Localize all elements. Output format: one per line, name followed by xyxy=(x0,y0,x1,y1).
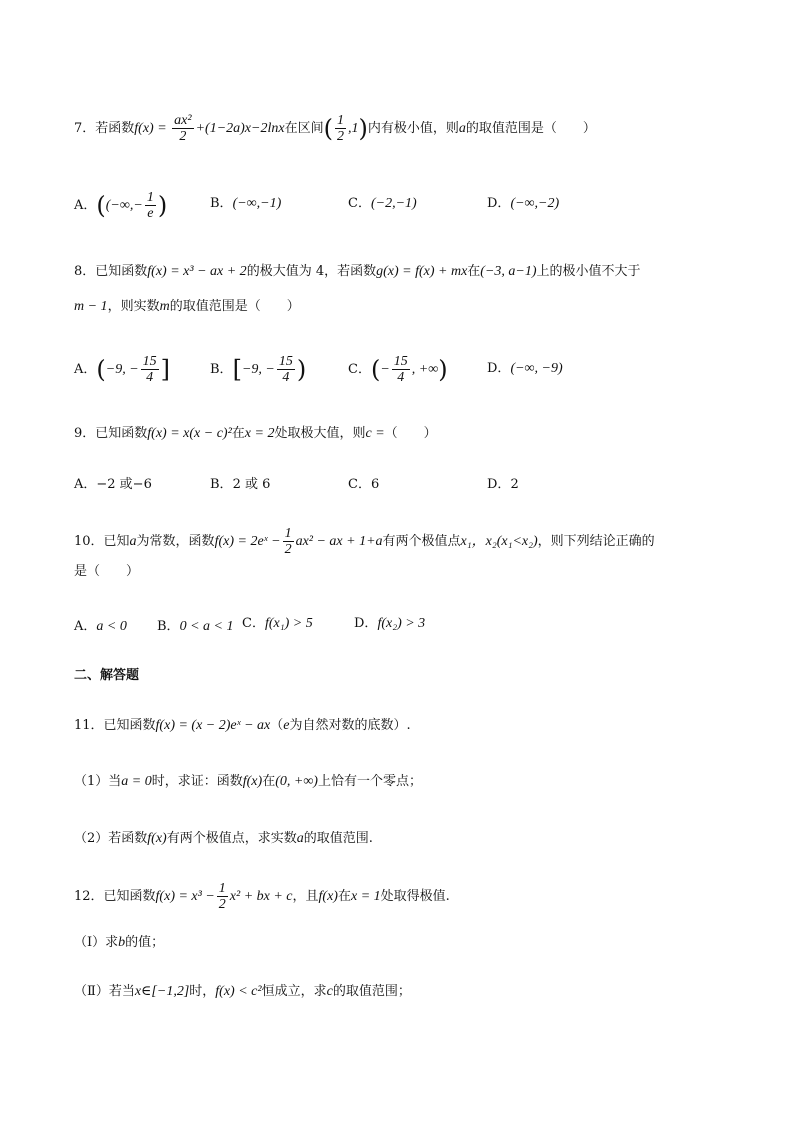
section-heading: 二、解答题 xyxy=(74,668,140,683)
q8-stem-line1: 8．已知函数f(x) = x³ − ax + 2的极大值为 4，若函数g(x) = f(x) + mx在(−3, a−1)上的极小值不大于 xyxy=(74,264,641,279)
q11-part2: （2）若函数f(x)有两个极值点，求实数a的取值范围. xyxy=(74,831,373,846)
fraction: $\frac{1}{e}$ xyxy=(146,190,154,221)
q9-option-d: D．2 xyxy=(487,477,519,492)
q12-stem: 12．已知函数f(x) = x³ − $\frac{1}{2}$ x² + bx + c，且f(x)在x = 1处取得极值. xyxy=(74,881,450,912)
q7-stem: 7．若函数f(x) = $\frac{\text{ax²}}{2}$ +(1−2a)x−2lnx在区间( $\frac{1}{2}$ ,1)内有极小值，则a的取值范围是（ ） xyxy=(74,113,596,144)
q8-option-a: A．(−9, − $\frac{15}{4}$ ] xyxy=(74,354,171,385)
fraction: $\frac{15}{4}$ xyxy=(142,354,157,385)
q11-stem: 11．已知函数f(x) = (x − 2)eˣ − ax（e为自然对数的底数）. xyxy=(74,718,411,733)
fraction: $\frac{1}{2}$ xyxy=(284,526,292,557)
fraction: $\frac{1}{2}$ xyxy=(336,113,344,144)
q8-option-c: C．(− $\frac{15}{4}$ , +∞) xyxy=(348,354,448,385)
q8-option-b: B．[−9, − $\frac{15}{4}$ ) xyxy=(210,354,307,385)
q8-stem-line2: m − 1，则实数m的取值范围是（ ） xyxy=(74,299,300,314)
q10-stem-line1: 10．已知a为常数，函数f(x) = 2eˣ − $\frac{1}{2}$ ax² − ax + 1+a有两个极值点x₁，x₂(x₁<x₂)，则下列结论正确的 xyxy=(74,526,655,557)
q11-part1: （1）当a = 0时，求证：函数f(x)在(0, +∞)上恰有一个零点； xyxy=(74,774,422,789)
q12-part1: （Ⅰ）求b的值； xyxy=(74,935,165,950)
q10-option-b: B．0 < a < 1 xyxy=(157,619,234,634)
q9-option-c: C．6 xyxy=(348,477,380,492)
q7-option-c: C．(−2,−1) xyxy=(348,196,417,211)
q10-stem-line2: 是（ ） xyxy=(74,564,140,579)
fraction: $\frac{15}{4}$ xyxy=(278,354,293,385)
q7-option-a: A．((−∞,− $\frac{1}{e}$ ) xyxy=(74,190,168,221)
fraction: $\frac{15}{4}$ xyxy=(393,354,408,385)
fraction: $\frac{\text{ax²}}{2}$ xyxy=(174,113,192,144)
q12-part2: （Ⅱ）若当x∈[−1,2]时，f(x) < c²恒成立，求c的取值范围； xyxy=(74,984,411,999)
q7-option-d: D．(−∞,−2) xyxy=(487,196,560,211)
q10-option-a: A．a < 0 xyxy=(74,619,127,634)
q9-option-a: A．−2 或−6 xyxy=(74,477,152,492)
q8-option-d: D．(−∞, −9) xyxy=(487,361,563,376)
q10-option-c: C．f(x₁) > 5 xyxy=(242,616,313,631)
q7-option-b: B．(−∞,−1) xyxy=(210,196,282,211)
q9-option-b: B．2 或 6 xyxy=(210,477,271,492)
fraction: $\frac{1}{2}$ xyxy=(218,881,226,912)
q9-stem: 9．已知函数f(x) = x(x − c)²在x = 2处取极大值，则c =（ ） xyxy=(74,426,437,441)
q10-option-d: D．f(x₂) > 3 xyxy=(354,616,426,631)
